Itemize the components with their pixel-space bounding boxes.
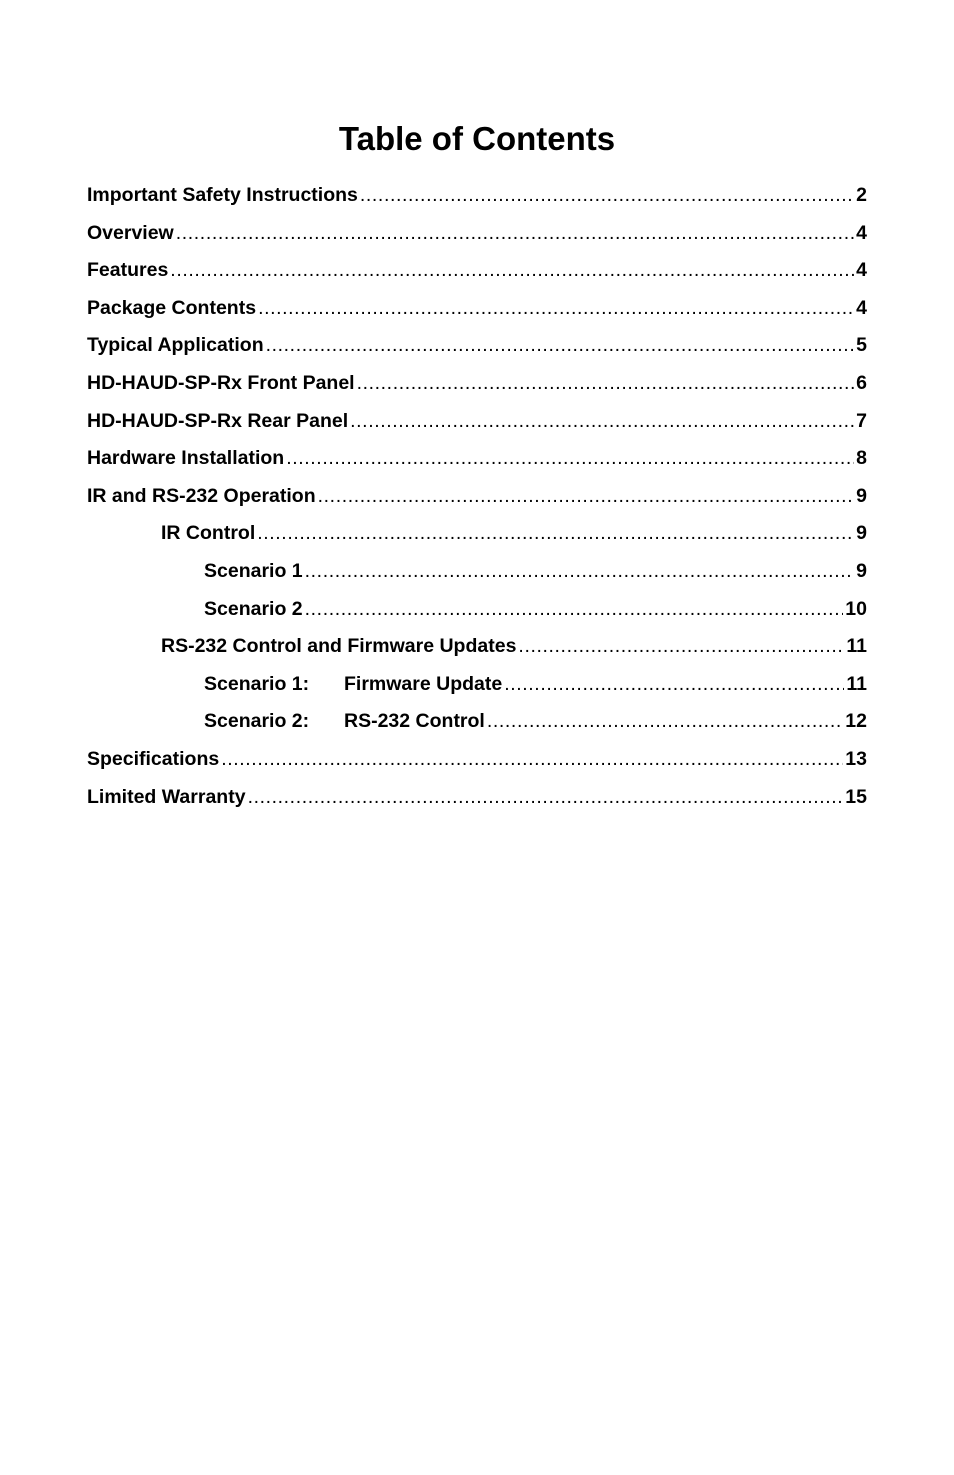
toc-entry-page: 6 [856,371,867,394]
toc-entry[interactable] [87,779,867,817]
toc-entry-label: Typical Application [87,334,264,357]
toc-entry[interactable] [87,741,867,779]
toc-entry[interactable] [87,440,867,478]
toc-leader [305,553,855,591]
toc-entry-page: 9 [856,559,867,582]
toc-entry[interactable] [87,628,867,666]
toc-entry-page: 13 [845,747,867,770]
toc-entry[interactable] [87,703,867,741]
toc-leader [266,327,855,365]
page-title: Table of Contents [338,120,616,157]
toc-entry-page: 4 [856,221,867,244]
toc-entry-label: Limited Warranty [87,785,246,808]
toc-entry[interactable] [87,177,867,215]
toc-entry-label: Features [87,259,169,282]
toc-entry[interactable] [87,327,867,365]
toc-entry[interactable] [87,478,867,516]
toc-entry-prefix: Scenario 1: [204,672,310,695]
toc-entry-label: IR Control [161,522,256,545]
toc-leader [487,703,843,741]
toc-entry-prefix: Scenario 2: [204,710,310,733]
toc-entry[interactable] [87,666,867,704]
toc-entry-label: Package Contents [87,296,257,319]
toc-leader [504,666,844,704]
toc-entry-page: 10 [845,597,867,620]
toc-entry-page: 4 [856,296,867,319]
toc-entry-page: 8 [856,447,867,470]
toc-entry-title: Firmware Update [344,672,503,695]
toc-entry-label: Specifications [87,747,220,770]
toc-entry-page: 11 [846,635,867,658]
toc-leader [176,215,854,253]
toc-leader [221,741,843,779]
toc-leader [170,252,854,290]
toc-entry-page: 7 [856,409,867,432]
toc-entry-label: Overview [87,221,174,244]
toc-entry[interactable] [87,252,867,290]
toc-entry-label: HD-HAUD-SP-Rx Front Panel [87,371,355,394]
toc-entry[interactable] [87,403,867,441]
toc-entry-label: Scenario 1 [204,559,303,582]
toc-entry-label: Hardware Installation [87,447,285,470]
toc-entry-label [204,703,485,741]
toc-leader [258,290,854,328]
table-of-contents [87,177,867,816]
toc-entry-page: 9 [856,522,867,545]
toc-entry-label: HD-HAUD-SP-Rx Rear Panel [87,409,349,432]
toc-entry-label: IR and RS-232 Operation [87,484,316,507]
toc-entry-page: 12 [845,710,867,733]
toc-leader [357,365,855,403]
toc-entry[interactable] [87,553,867,591]
toc-entry-label: Important Safety Instructions [87,184,358,206]
toc-entry[interactable] [87,515,867,553]
toc-entry-page: 2 [856,184,867,206]
toc-entry-label [204,666,502,704]
toc-leader [350,403,854,441]
toc-entry-label: Scenario 2 [204,597,303,620]
toc-entry-page: 11 [846,672,867,695]
toc-leader [518,628,844,666]
toc-entry[interactable] [87,215,867,253]
toc-entry-page: 4 [856,259,867,282]
toc-entry-page: 5 [856,334,867,357]
toc-entry-page: 15 [845,785,867,808]
toc-leader [257,515,854,553]
toc-entry[interactable] [87,365,867,403]
toc-leader [286,440,854,478]
toc-leader [305,591,844,629]
toc-entry[interactable] [87,290,867,328]
toc-leader [248,779,844,817]
toc-entry[interactable] [87,591,867,629]
toc-leader [360,177,854,215]
toc-entry-page: 9 [856,484,867,507]
toc-entry-label: RS-232 Control and Firmware Updates [161,635,517,658]
toc-leader [318,478,855,516]
toc-entry-title: RS-232 Control [344,710,485,733]
